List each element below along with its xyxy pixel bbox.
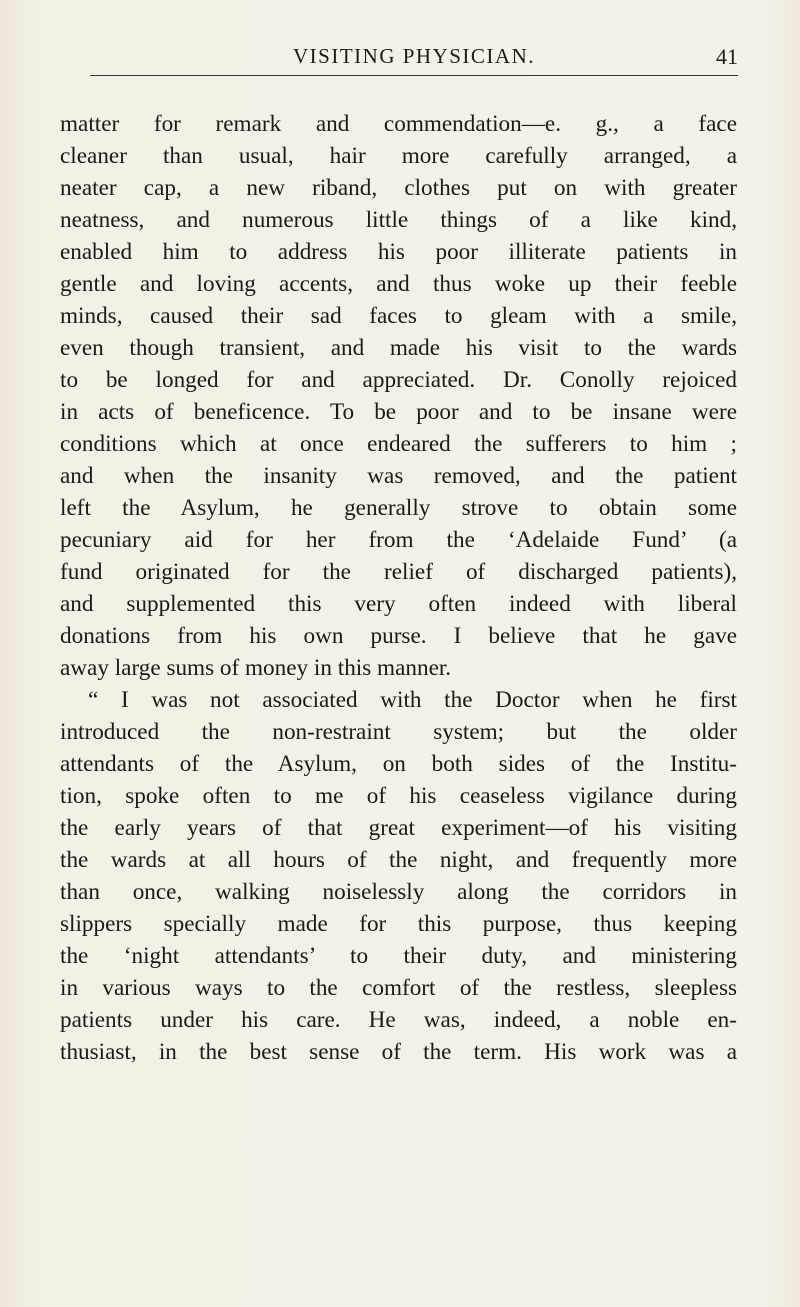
text-line: than once, walking noiselessly along the corridors in — [60, 879, 737, 905]
text-line: the early years of that great experiment—of his visiting — [60, 815, 737, 841]
text-line: the ‘night attendants’ to their duty, and ministering — [60, 943, 737, 969]
text-line: patients under his care. He was, indeed, a noble en- — [60, 1007, 737, 1033]
text-line: to be longed for and appreciated. Dr. Conolly rejoiced — [60, 367, 737, 393]
text-line: slippers specially made for this purpose, thus keeping — [60, 911, 737, 937]
text-line: matter for remark and commendation—e. g., a face — [60, 111, 737, 137]
text-line: introduced the non-restraint system; but the older — [60, 719, 737, 745]
text-line: cleaner than usual, hair more carefully arranged, a — [60, 143, 737, 169]
text-line: attendants of the Asylum, on both sides of the Institu- — [60, 751, 737, 777]
page-number: 41 — [716, 44, 738, 69]
running-title: VISITING PHYSICIAN. — [293, 44, 535, 68]
text-line: neatness, and numerous little things of a like kind, — [60, 207, 737, 233]
text-line: gentle and loving accents, and thus woke up their feeble — [60, 271, 737, 297]
text-line: pecuniary aid for her from the ‘Adelaide Fund’ (a — [60, 527, 737, 553]
text-line: and when the insanity was removed, and the patient — [60, 463, 737, 489]
text-line: fund originated for the relief of discharged patients), — [60, 559, 737, 585]
text-line: in various ways to the comfort of the restless, sleepless — [60, 975, 737, 1001]
text-line: minds, caused their sad faces to gleam with a smile, — [60, 303, 737, 329]
text-line: tion, spoke often to me of his ceaseless vigilance during — [60, 783, 737, 809]
text-line: enabled him to address his poor illiterate patients in — [60, 239, 737, 265]
text-line: conditions which at once endeared the sufferers to him ; — [60, 431, 737, 457]
text-line: donations from his own purse. I believe that he gave — [60, 623, 737, 649]
paragraph-start-line: “ I was not associated with the Doctor when he first — [88, 687, 737, 713]
text-line: and supplemented this very often indeed with liberal — [60, 591, 737, 617]
text-line: even though transient, and made his visit to the wards — [60, 335, 737, 361]
running-head — [90, 40, 738, 76]
body-text — [60, 108, 737, 1068]
text-line: neater cap, a new riband, clothes put on with greater — [60, 175, 737, 201]
text-line: thusiast, in the best sense of the term. His work was a — [60, 1039, 737, 1065]
header-rule — [90, 75, 738, 76]
text-line: in acts of beneficence. To be poor and to be insane were — [60, 399, 737, 425]
text-line: left the Asylum, he generally strove to obtain some — [60, 495, 737, 521]
paragraph-end-line: away large sums of money in this manner. — [60, 655, 452, 681]
text-line: the wards at all hours of the night, and frequently more — [60, 847, 737, 873]
